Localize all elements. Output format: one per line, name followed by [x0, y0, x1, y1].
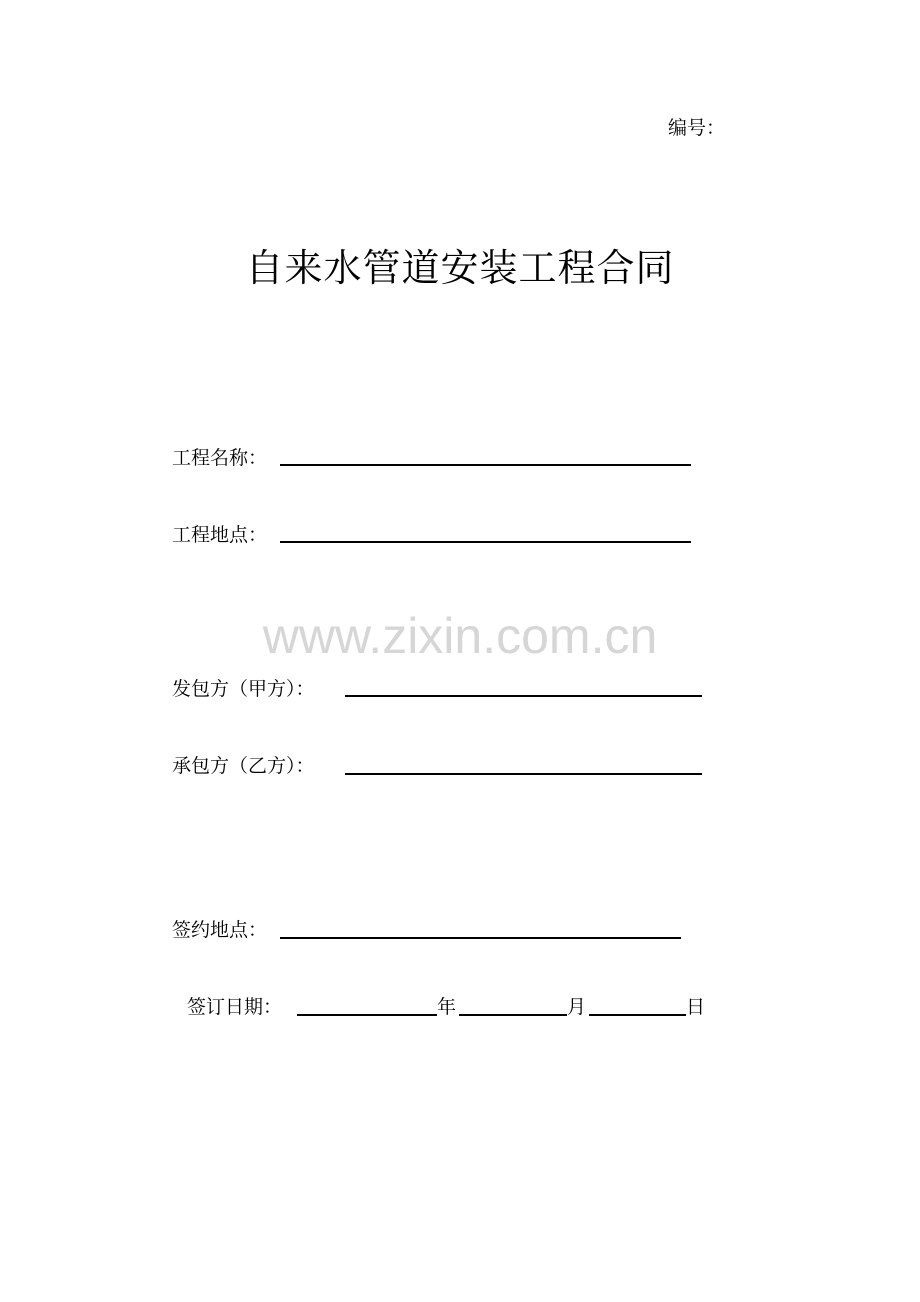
- party-b-field[interactable]: [345, 773, 702, 775]
- signing-day-field[interactable]: [589, 1014, 686, 1016]
- party-a-field[interactable]: [345, 695, 702, 697]
- project-name-label: 工程名称：: [172, 447, 268, 469]
- signing-date-label: 签订日期：: [187, 996, 283, 1018]
- project-name-field[interactable]: [280, 464, 691, 466]
- document-title: 自来水管道安装工程合同: [245, 246, 675, 290]
- signing-place-field[interactable]: [280, 937, 681, 939]
- day-label: 日: [686, 996, 706, 1018]
- signing-place-label: 签约地点：: [172, 919, 268, 941]
- party-b-label: 承包方（乙方）：: [172, 755, 315, 777]
- signing-month-field[interactable]: [459, 1014, 567, 1016]
- project-location-field[interactable]: [280, 541, 691, 543]
- project-location-label: 工程地点：: [172, 524, 268, 546]
- serial-number-label: 编号：: [668, 117, 726, 139]
- signing-year-field[interactable]: [297, 1014, 437, 1016]
- party-a-label: 发包方（甲方）：: [172, 678, 315, 700]
- year-label: 年: [437, 996, 457, 1018]
- month-label: 月: [567, 996, 587, 1018]
- watermark: www.zixin.com.cn: [262, 608, 658, 664]
